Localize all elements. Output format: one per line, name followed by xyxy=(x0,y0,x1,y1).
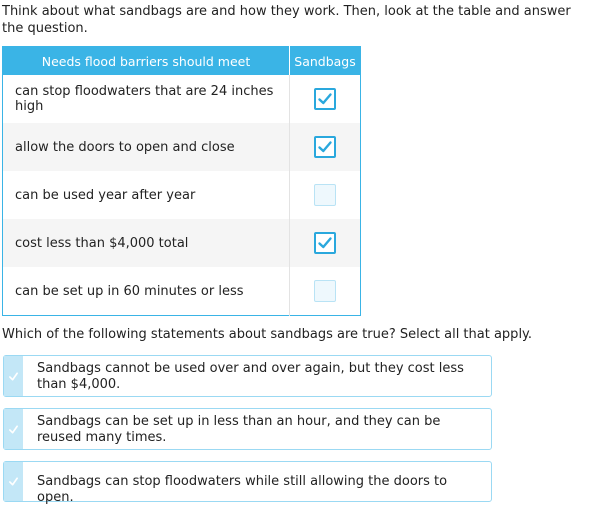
need-label: cost less than $4,000 total xyxy=(3,219,290,267)
answer-option-1[interactable] xyxy=(3,355,492,397)
answer-option-3[interactable] xyxy=(3,461,492,505)
header-sandbags: Sandbags xyxy=(290,47,361,76)
needs-table xyxy=(2,46,361,316)
checkmark-icon xyxy=(8,424,19,435)
checkbox-checked xyxy=(314,88,336,110)
checkmark-icon xyxy=(8,476,19,487)
checkmark-icon xyxy=(8,371,19,382)
table-row xyxy=(3,171,361,219)
checkbox-unchecked xyxy=(314,184,336,206)
checkbox-checked xyxy=(314,136,336,158)
checkbox-checked xyxy=(314,232,336,254)
table-header-row xyxy=(3,47,361,76)
table-row xyxy=(3,75,361,123)
question-prompt: Which of the following statements about sandbags are true? Select all that apply. xyxy=(2,327,533,342)
checkbox-unchecked xyxy=(314,280,336,302)
option-text: Sandbags can be set up in less than an hour, and they can be reused many times. xyxy=(37,414,441,445)
checkmark-icon xyxy=(317,235,333,251)
instructions: Think about what sandbags are and how they work. Then, look at the table and answer the question. xyxy=(2,4,571,36)
answer-option-2[interactable] xyxy=(3,408,492,450)
need-label: allow the doors to open and close xyxy=(3,123,290,171)
option-text: Sandbags cannot be used over and over again, but they cost less than $4,000. xyxy=(37,361,464,392)
table-row xyxy=(3,219,361,267)
checkmark-icon xyxy=(317,91,333,107)
checkmark-icon xyxy=(317,139,333,155)
table-row xyxy=(3,267,361,316)
table-row xyxy=(3,123,361,171)
need-label: can stop floodwaters that are 24 inches high xyxy=(15,84,274,114)
option-text: Sandbags can stop floodwaters while still allowing the doors to open. xyxy=(37,474,448,505)
need-label: can be used year after year xyxy=(15,187,196,203)
header-needs: Needs flood barriers should meet xyxy=(3,47,290,76)
need-label: can be set up in 60 minutes or less xyxy=(15,283,244,299)
